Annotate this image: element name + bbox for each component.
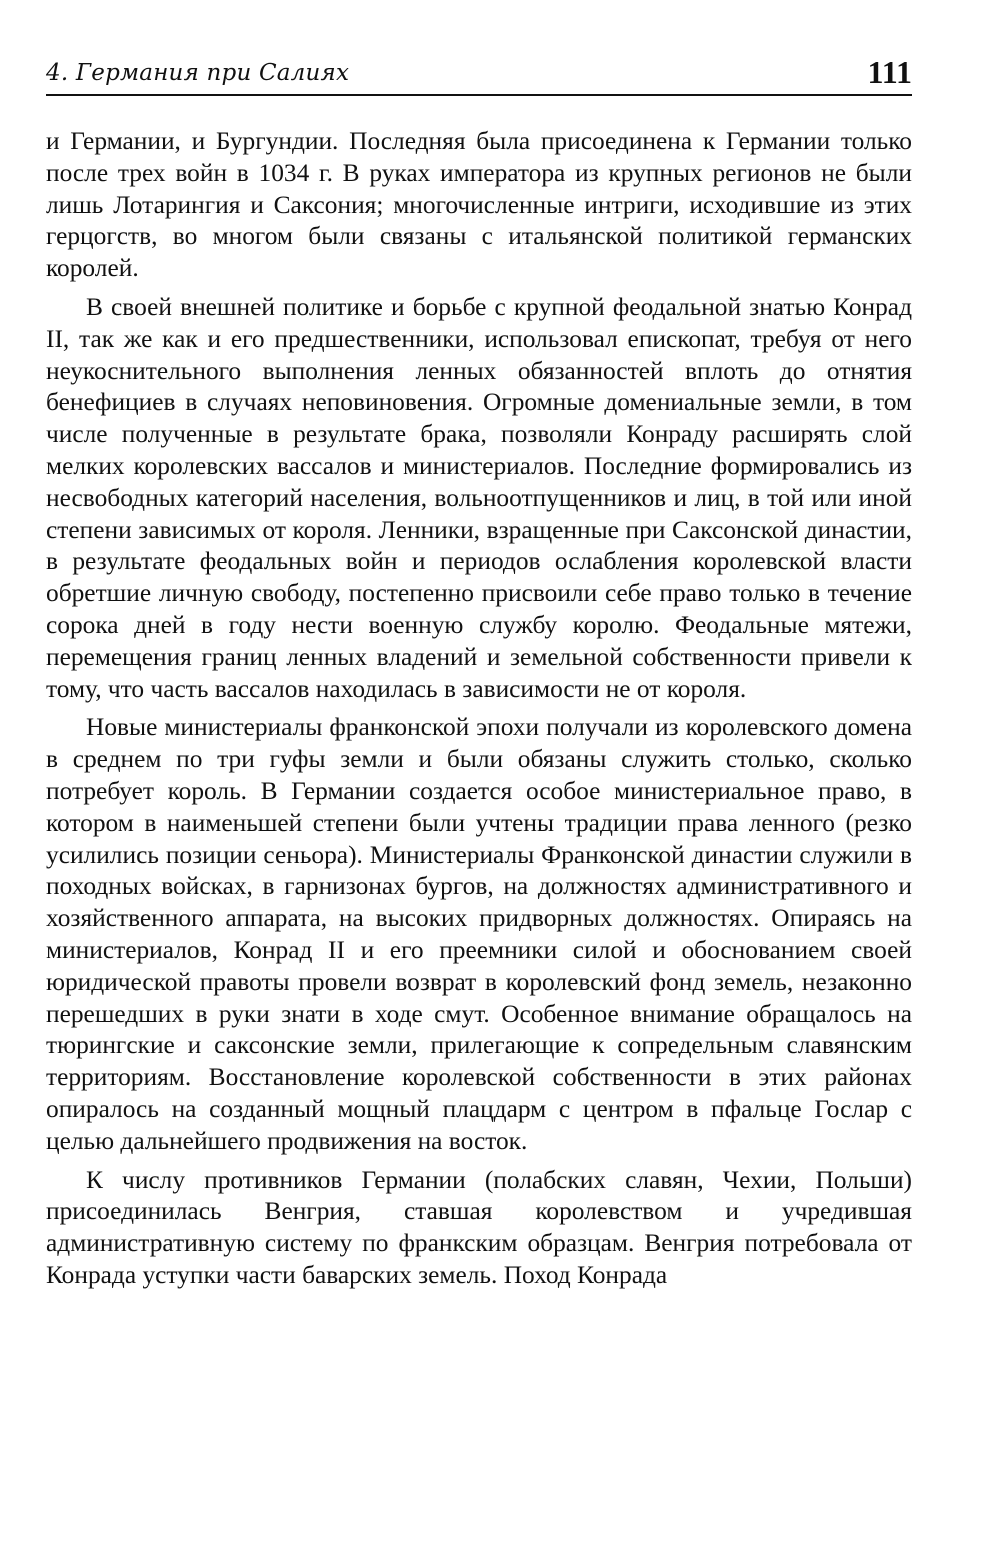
paragraph-3: Новые министериалы франконской эпохи получали из королевского домена в среднем по три гуфы земли и были обязаны служить столько, сколько потребует король. В Германии создается особое министериальное право, в котором в наименьшей степени были учтены традиции права ленного (резко усилились позиции сеньора). Министериалы Франконской династии служили в походных войсках, в гарнизонах бургов, на должностях административного и хозяйственного аппарата, на высоких придворных должностях. Опираясь на министериалов, Конрад II и его преемники силой и обоснованием своей юридической правоты провели возврат в королевский фонд земель, незаконно перешедших в руки знати в ходе смут. Особенное внимание обращалось на тюрингские и саксонские земли, прилегающие к сопредельным славянским территориям. Восстановление королевской собственности в этих районах опиралось на созданный мощный плацдарм с центром в пфальце Гослар с целью дальнейшего продвижения на восток. [46,713,912,1155]
page-number: 111 [867,54,912,90]
paragraph-2: В своей внешней политике и борьбе с крупной феодальной знатью Конрад II, так же как и его предшественники, использовал епископат, требуя от него неукоснительного выполнения ленных обязанностей вплоть до отнятия бенефициев в случаях неповиновения. Огромные домениальные земли, в том числе полученные в результате брака, позволяли Конраду расширять слой мелких королевских вассалов и министериалов. Последние формировались из несвободных категорий населения, вольноотпущенников и лиц, в той или иной степени зависимых от короля. Ленники, взращенные при Саксонской династии, в результате феодальных войн и периодов ослабления королевской власти обретшие личную свободу, постепенно присвоили себе право только в течение сорока дней в году нести военную службу королю. Феодальные мятежи, перемещения границ ленных владений и земельной собственности привели к тому, что часть вассалов находилась в зависимости не от короля. [46,292,912,703]
header-rule [46,94,912,96]
body-text [46,126,912,1299]
paragraph-4: К числу противников Германии (полабских славян, Чехии, Польши) присоединилась Венгрия, ставшая королевством и учредившая административную систему по франкским образцам. Венгрия потребовала от Конрада уступки части баварских земель. Поход Конрада [46,1165,912,1289]
running-title: 4. Германия при Салиях [46,60,350,86]
paragraph-1: и Германии, и Бургундии. Последняя была присоединена к Германии только после трех войн в 1034 г. В руках императора из крупных регионов не были лишь Лотарингия и Саксония; многочисленные интриги, исходившие из этих герцогств, во многом были связаны с итальянской политикой германских королей. [46,127,912,283]
running-head [46,54,912,94]
